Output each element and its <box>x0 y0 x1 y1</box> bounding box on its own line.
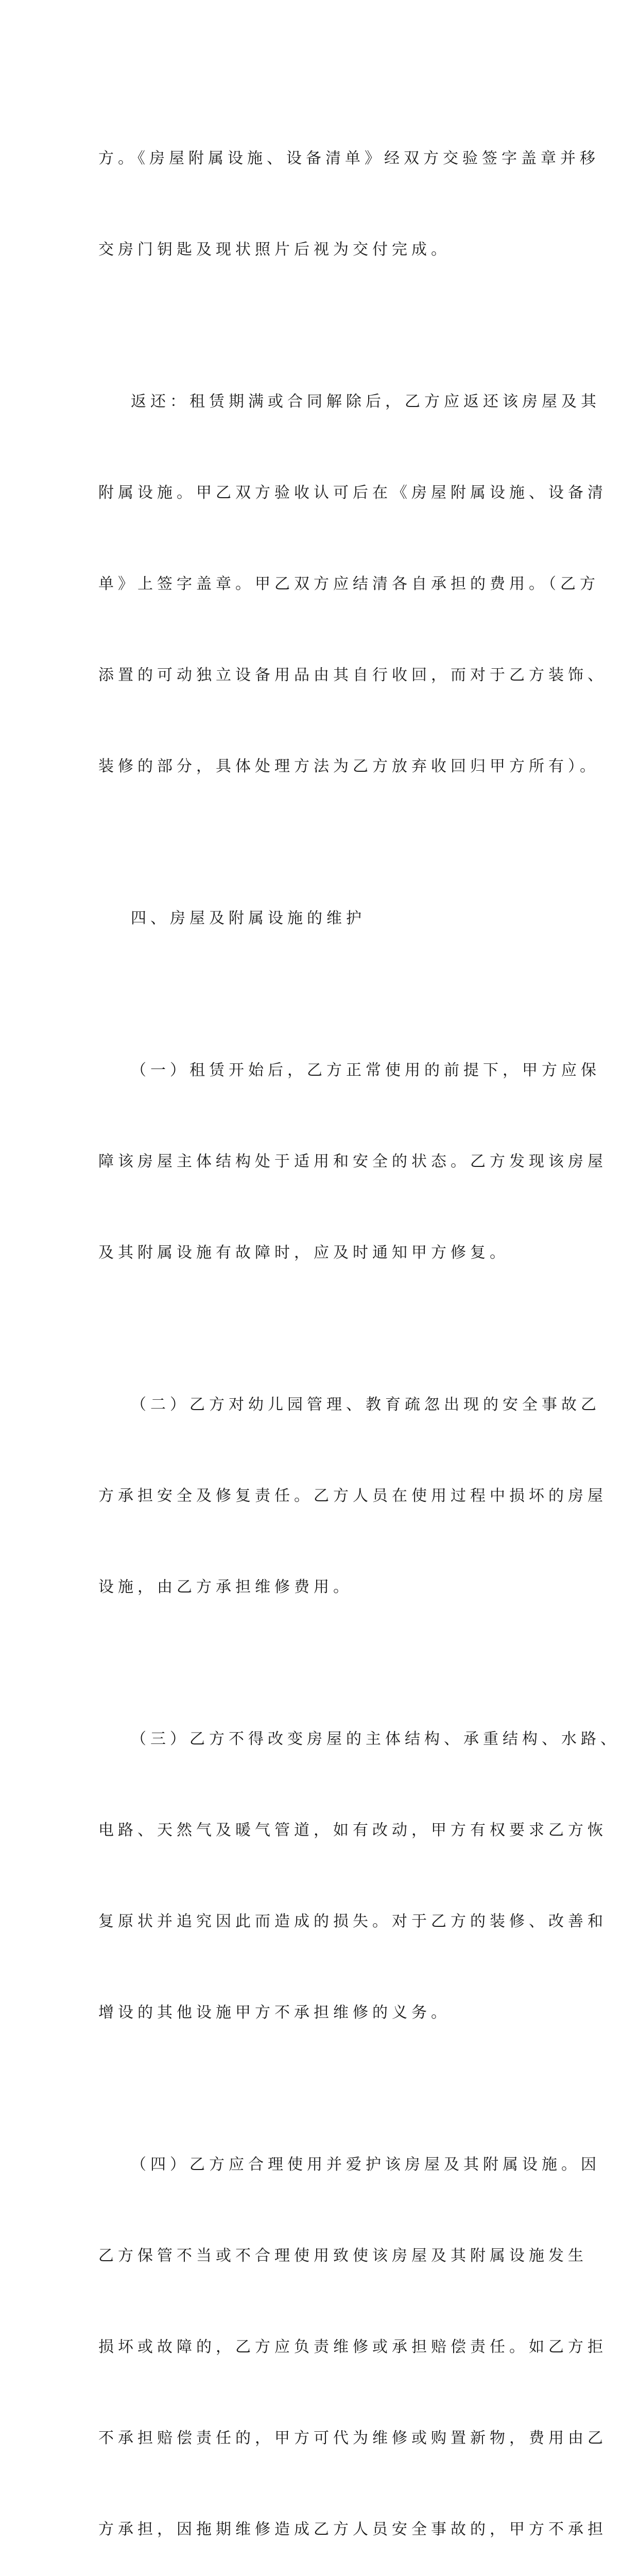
text-line: 设施，由乙方承担维修费用。 <box>98 1578 353 1596</box>
text-line: 返还：租赁期满或合同解除后，乙方应返还该房屋及其 <box>131 393 600 411</box>
text-line: 添置的可动独立设备用品由其自行收回，而对于乙方装饰、 <box>98 666 607 684</box>
document-body <box>98 82 620 2576</box>
text-line: 交房门钥匙及现状照片后视为交付完成。 <box>98 241 451 259</box>
text-line: 乙方保管不当或不合理使用致使该房屋及其附属设施发生 <box>98 2247 588 2265</box>
text-line: 电路、天然气及暖气管道，如有改动，甲方有权要求乙方恢 <box>98 1821 607 1839</box>
text-line: （一）租赁开始后，乙方正常使用的前提下，甲方应保 <box>131 1061 600 1079</box>
text-line: 损坏或故障的，乙方应负责维修或承担赔偿责任。如乙方拒 <box>98 2338 607 2356</box>
paragraph-delivery-tail <box>98 82 599 326</box>
text-line: 及其附属设施有故障时，应及时通知甲方修复。 <box>98 1244 509 1262</box>
text-line: （三）乙方不得改变房屋的主体结构、承重结构、水路、 <box>131 1730 620 1748</box>
text-line: 增设的其他设施甲方不承担维修的义务。 <box>98 2004 451 2022</box>
paragraph-item-2 <box>98 1329 607 1663</box>
text-line: 单》上签字盖章。甲乙双方应结清各自承担的费用。（乙方 <box>98 575 599 593</box>
section-title: 四、房屋及附属设施的维护 <box>131 909 366 927</box>
text-line: 复原状并追究因此而造成的损失。对于乙方的装修、改善和 <box>98 1912 607 1930</box>
text-line: 装修的部分，具体处理方法为乙方放弃收回归甲方所有）。 <box>98 757 599 775</box>
text-line: （二）乙方对幼儿园管理、教育疏忽出现的安全事故乙 <box>131 1396 600 1414</box>
text-line: 方。《房屋附属设施、设备清单》经双方交验签字盖章并移 <box>98 149 599 167</box>
paragraph-item-3 <box>98 1663 620 2089</box>
text-line: （四）乙方应合理使用并爱护该房屋及其附属设施。因 <box>131 2156 600 2174</box>
text-line: 不承担赔偿责任的，甲方可代为维修或购置新物，费用由乙 <box>98 2429 607 2447</box>
paragraph-item-1 <box>98 994 607 1329</box>
text-line: 障该房屋主体结构处于适用和安全的状态。乙方发现该房屋 <box>98 1153 607 1171</box>
text-line: 方承担安全及修复责任。乙方人员在使用过程中损坏的房屋 <box>98 1487 607 1505</box>
paragraph-item-4 <box>98 2089 607 2576</box>
section-heading <box>98 842 541 994</box>
paragraph-return <box>98 326 607 842</box>
text-line: 附属设施。甲乙双方验收认可后在《房屋附属设施、设备清 <box>98 484 607 502</box>
text-line: 方承担，因拖期维修造成乙方人员安全事故的，甲方不承担 <box>98 2520 607 2538</box>
